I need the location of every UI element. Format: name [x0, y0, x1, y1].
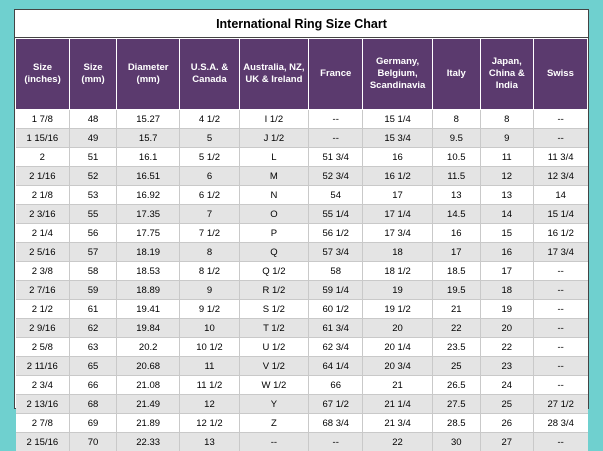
table-cell: -- — [533, 376, 587, 395]
table-cell: 53 — [70, 186, 117, 205]
table-cell: 17 — [432, 243, 480, 262]
column-header-8: Italy — [432, 39, 480, 110]
column-header-2: Size (mm) — [70, 39, 117, 110]
table-cell: 49 — [70, 129, 117, 148]
table-cell: 22 — [480, 338, 533, 357]
table-cell: 57 — [70, 243, 117, 262]
table-cell: 55 — [70, 205, 117, 224]
table-cell: 2 5/8 — [16, 338, 70, 357]
table-cell: 8 — [432, 110, 480, 129]
table-cell: 1 7/8 — [16, 110, 70, 129]
table-cell: 18.53 — [116, 262, 179, 281]
table-cell: Y — [239, 395, 309, 414]
table-cell: 17 — [363, 186, 433, 205]
table-cell: 21 — [363, 376, 433, 395]
table-cell: 2 3/16 — [16, 205, 70, 224]
table-cell: 2 1/2 — [16, 300, 70, 319]
column-header-7: Germany, Belgium, Scandinavia — [363, 39, 433, 110]
table-cell: 23.5 — [432, 338, 480, 357]
column-header-4: U.S.A. & Canada — [180, 39, 239, 110]
table-cell: 15 — [480, 224, 533, 243]
table-cell: 4 1/2 — [180, 110, 239, 129]
table-cell: 2 — [16, 148, 70, 167]
table-cell: 12 — [180, 395, 239, 414]
table-cell: 15 1/4 — [533, 205, 587, 224]
table-cell: 63 — [70, 338, 117, 357]
table-cell: 2 3/8 — [16, 262, 70, 281]
table-cell: 60 1/2 — [309, 300, 363, 319]
table-cell: 59 — [70, 281, 117, 300]
table-cell: 11.5 — [432, 167, 480, 186]
table-cell: 20 — [480, 319, 533, 338]
table-cell: 26.5 — [432, 376, 480, 395]
table-cell: 55 1/4 — [309, 205, 363, 224]
table-cell: L — [239, 148, 309, 167]
table-cell: 6 1/2 — [180, 186, 239, 205]
table-cell: 12 3/4 — [533, 167, 587, 186]
table-cell: 16.1 — [116, 148, 179, 167]
table-cell: 11 — [480, 148, 533, 167]
table-cell: 70 — [70, 433, 117, 451]
table-row — [16, 338, 588, 357]
table-cell: 69 — [70, 414, 117, 433]
table-cell: 11 — [180, 357, 239, 376]
table-cell: 11 1/2 — [180, 376, 239, 395]
table-row — [16, 433, 588, 451]
table-cell: -- — [533, 300, 587, 319]
table-cell: 25 — [480, 395, 533, 414]
table-cell: I 1/2 — [239, 110, 309, 129]
table-cell: 7 1/2 — [180, 224, 239, 243]
table-cell: 26 — [480, 414, 533, 433]
table-row — [16, 281, 588, 300]
table-cell: -- — [239, 433, 309, 451]
table-cell: 18.5 — [432, 262, 480, 281]
table-cell: -- — [533, 129, 587, 148]
table-cell: 67 1/2 — [309, 395, 363, 414]
table-cell: 19.5 — [432, 281, 480, 300]
table-cell: -- — [533, 433, 587, 451]
table-cell: 17 — [480, 262, 533, 281]
table-cell: 21.08 — [116, 376, 179, 395]
table-cell: 56 1/2 — [309, 224, 363, 243]
table-cell: 61 — [70, 300, 117, 319]
table-cell: Q — [239, 243, 309, 262]
table-cell: 51 3/4 — [309, 148, 363, 167]
table-cell: 17 1/4 — [363, 205, 433, 224]
table-cell: -- — [309, 129, 363, 148]
table-cell: M — [239, 167, 309, 186]
table-cell: 2 7/8 — [16, 414, 70, 433]
table-cell: 9.5 — [432, 129, 480, 148]
table-cell: 8 1/2 — [180, 262, 239, 281]
table-cell: 20.68 — [116, 357, 179, 376]
table-cell: 27 1/2 — [533, 395, 587, 414]
table-row — [16, 319, 588, 338]
table-cell: -- — [309, 433, 363, 451]
table-cell: P — [239, 224, 309, 243]
table-cell: 13 — [480, 186, 533, 205]
table-cell: 12 1/2 — [180, 414, 239, 433]
table-cell: N — [239, 186, 309, 205]
table-cell: 20 3/4 — [363, 357, 433, 376]
table-cell: 12 — [480, 167, 533, 186]
table-row — [16, 186, 588, 205]
table-cell: 28.5 — [432, 414, 480, 433]
table-cell: 17.35 — [116, 205, 179, 224]
table-cell: 16 — [363, 148, 433, 167]
table-header-row — [16, 39, 588, 110]
table-cell: 2 1/8 — [16, 186, 70, 205]
table-row — [16, 205, 588, 224]
ring-size-table — [15, 38, 588, 451]
table-row — [16, 110, 588, 129]
table-cell: 19 — [480, 300, 533, 319]
table-cell: Z — [239, 414, 309, 433]
table-cell: 10 1/2 — [180, 338, 239, 357]
table-cell: 21.49 — [116, 395, 179, 414]
column-header-9: Japan, China & India — [480, 39, 533, 110]
table-cell: 2 3/4 — [16, 376, 70, 395]
table-cell: 19.84 — [116, 319, 179, 338]
table-cell: 2 9/16 — [16, 319, 70, 338]
table-cell: U 1/2 — [239, 338, 309, 357]
table-cell: 17.75 — [116, 224, 179, 243]
table-cell: -- — [533, 110, 587, 129]
table-cell: 14 — [480, 205, 533, 224]
table-cell: 22 — [363, 433, 433, 451]
table-row — [16, 167, 588, 186]
table-cell: 66 — [309, 376, 363, 395]
column-header-6: France — [309, 39, 363, 110]
table-cell: 19 — [363, 281, 433, 300]
table-cell: 9 — [480, 129, 533, 148]
table-cell: 19 1/2 — [363, 300, 433, 319]
table-cell: 7 — [180, 205, 239, 224]
column-header-10: Swiss — [533, 39, 587, 110]
table-row — [16, 262, 588, 281]
table-body — [16, 110, 588, 451]
column-header-5: Australia, NZ, UK & Ireland — [239, 39, 309, 110]
table-cell: 11 3/4 — [533, 148, 587, 167]
table-cell: 52 3/4 — [309, 167, 363, 186]
table-cell: 10.5 — [432, 148, 480, 167]
table-cell: -- — [533, 319, 587, 338]
table-row — [16, 148, 588, 167]
table-row — [16, 243, 588, 262]
table-cell: 2 15/16 — [16, 433, 70, 451]
table-cell: 2 5/16 — [16, 243, 70, 262]
table-cell: 62 3/4 — [309, 338, 363, 357]
table-cell: 17 3/4 — [363, 224, 433, 243]
table-cell: 9 — [180, 281, 239, 300]
table-cell: 58 — [70, 262, 117, 281]
table-cell: 13 — [432, 186, 480, 205]
table-cell: 52 — [70, 167, 117, 186]
page-title: International Ring Size Chart — [15, 10, 588, 38]
table-cell: 6 — [180, 167, 239, 186]
table-cell: 15 3/4 — [363, 129, 433, 148]
table-cell: 5 — [180, 129, 239, 148]
table-cell: 15.27 — [116, 110, 179, 129]
table-cell: O — [239, 205, 309, 224]
table-cell: 18.19 — [116, 243, 179, 262]
table-cell: J 1/2 — [239, 129, 309, 148]
table-cell: 21 — [432, 300, 480, 319]
table-cell: 16 — [432, 224, 480, 243]
table-cell: 65 — [70, 357, 117, 376]
table-row — [16, 300, 588, 319]
table-cell: 21 1/4 — [363, 395, 433, 414]
table-cell: 17 3/4 — [533, 243, 587, 262]
table-cell: 16 1/2 — [363, 167, 433, 186]
table-cell: 18.89 — [116, 281, 179, 300]
table-cell: 21.89 — [116, 414, 179, 433]
table-cell: 8 — [180, 243, 239, 262]
table-cell: 2 11/16 — [16, 357, 70, 376]
table-cell: -- — [533, 262, 587, 281]
table-cell: 66 — [70, 376, 117, 395]
table-cell: R 1/2 — [239, 281, 309, 300]
table-cell: V 1/2 — [239, 357, 309, 376]
table-cell: 2 1/4 — [16, 224, 70, 243]
table-cell: 61 3/4 — [309, 319, 363, 338]
table-cell: 1 15/16 — [16, 129, 70, 148]
table-cell: -- — [533, 338, 587, 357]
table-cell: 51 — [70, 148, 117, 167]
table-cell: 68 3/4 — [309, 414, 363, 433]
table-cell: 30 — [432, 433, 480, 451]
table-cell: 68 — [70, 395, 117, 414]
table-cell: -- — [309, 110, 363, 129]
column-header-1: Size (inches) — [16, 39, 70, 110]
table-cell: 24 — [480, 376, 533, 395]
table-cell: 48 — [70, 110, 117, 129]
column-header-3: Diameter (mm) — [116, 39, 179, 110]
table-cell: 16 — [480, 243, 533, 262]
table-cell: Q 1/2 — [239, 262, 309, 281]
table-cell: 2 1/16 — [16, 167, 70, 186]
table-cell: 25 — [432, 357, 480, 376]
table-scroll-region — [15, 38, 588, 451]
table-cell: 16.51 — [116, 167, 179, 186]
table-cell: 18 — [480, 281, 533, 300]
table-cell: 20 — [363, 319, 433, 338]
table-cell: 62 — [70, 319, 117, 338]
table-cell: 2 13/16 — [16, 395, 70, 414]
table-cell: 28 3/4 — [533, 414, 587, 433]
table-cell: T 1/2 — [239, 319, 309, 338]
table-row — [16, 224, 588, 243]
table-cell: 16.92 — [116, 186, 179, 205]
table-cell: 20.2 — [116, 338, 179, 357]
table-cell: W 1/2 — [239, 376, 309, 395]
ring-size-chart-card — [14, 9, 589, 409]
table-cell: 18 1/2 — [363, 262, 433, 281]
table-cell: 58 — [309, 262, 363, 281]
table-row — [16, 357, 588, 376]
table-cell: 27.5 — [432, 395, 480, 414]
table-cell: 14.5 — [432, 205, 480, 224]
table-cell: 23 — [480, 357, 533, 376]
table-cell: 18 — [363, 243, 433, 262]
table-cell: 57 3/4 — [309, 243, 363, 262]
table-cell: 21 3/4 — [363, 414, 433, 433]
table-cell: 20 1/4 — [363, 338, 433, 357]
table-row — [16, 395, 588, 414]
table-row — [16, 129, 588, 148]
table-cell: -- — [533, 281, 587, 300]
table-cell: 15 1/4 — [363, 110, 433, 129]
table-cell: 10 — [180, 319, 239, 338]
table-row — [16, 376, 588, 395]
table-cell: S 1/2 — [239, 300, 309, 319]
table-cell: 64 1/4 — [309, 357, 363, 376]
table-cell: 16 1/2 — [533, 224, 587, 243]
table-cell: 14 — [533, 186, 587, 205]
table-cell: 13 — [180, 433, 239, 451]
table-cell: 2 7/16 — [16, 281, 70, 300]
table-cell: 22.33 — [116, 433, 179, 451]
table-cell: 8 — [480, 110, 533, 129]
table-cell: 59 1/4 — [309, 281, 363, 300]
table-cell: -- — [533, 357, 587, 376]
table-cell: 54 — [309, 186, 363, 205]
table-cell: 22 — [432, 319, 480, 338]
table-cell: 19.41 — [116, 300, 179, 319]
table-cell: 9 1/2 — [180, 300, 239, 319]
table-cell: 56 — [70, 224, 117, 243]
table-row — [16, 414, 588, 433]
table-cell: 15.7 — [116, 129, 179, 148]
table-cell: 5 1/2 — [180, 148, 239, 167]
table-cell: 27 — [480, 433, 533, 451]
